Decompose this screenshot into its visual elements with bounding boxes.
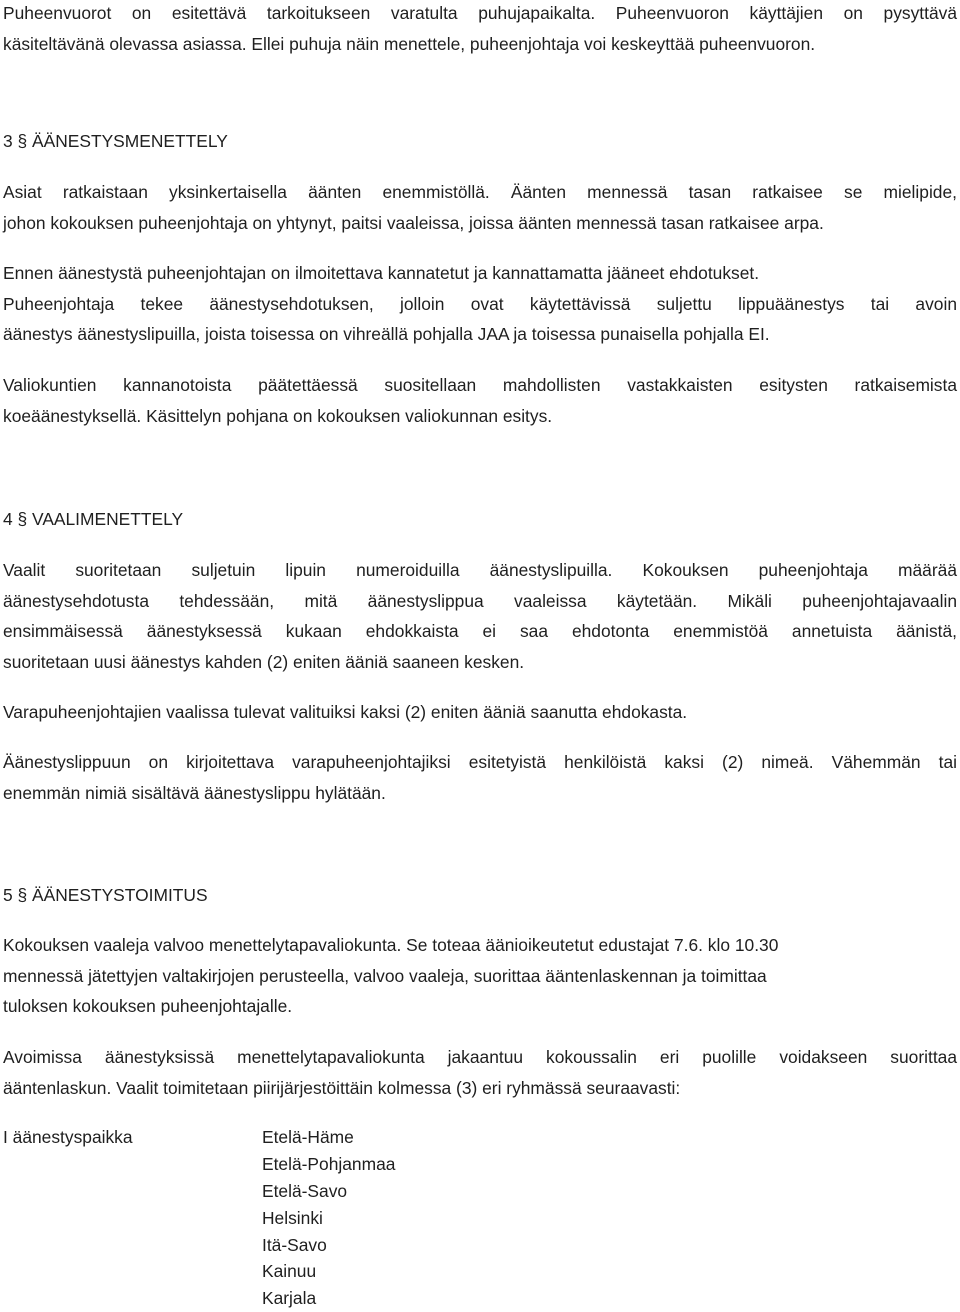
text-line: käsiteltävänä olevassa asiassa. Ellei puhuja näin menettele, puheenjohtaja voi keskeyttää puheenvuoron. xyxy=(3,33,816,54)
text-line: Ennen äänestystä puheenjohtajan on ilmoitettava kannatetut ja kannattamatta jääneet ehdotukset. xyxy=(3,263,760,283)
section-5-paragraph-1 xyxy=(3,930,957,1022)
section-3-paragraph-2 xyxy=(3,258,957,350)
section-4-paragraph-3 xyxy=(3,747,957,808)
text-line: Varapuheenjohtajien vaalissa tulevat valituiksi kaksi (2) eniten ääniä saanutta ehdokasta. xyxy=(3,702,688,722)
voting-place-label: I äänestyspaikka xyxy=(3,1127,133,1147)
text-line: ääntenlaskun. Vaalit toimitetaan piirijärjestöittäin kolmessa (3) eri ryhmässä seuraavasti: xyxy=(3,1077,681,1098)
text-line: äänestys äänestyslipuilla, joista toisessa on vihreällä pohjalla JAA ja toisessa punaisella pohjalla EI. xyxy=(3,324,770,344)
section-3-heading: 3 § ÄÄNESTYSMENETTELY xyxy=(3,131,228,151)
text-line: suoritetaan uusi äänestys kahden (2) eniten ääniä saaneen kesken. xyxy=(3,651,525,672)
text-line: Asiat ratkaistaan yksinkertaisella äänten enemmistöllä. Äänten mennessä tasan ratkaisee se mielipide, xyxy=(3,182,957,202)
document-page xyxy=(3,0,957,1312)
text-line: Avoimissa äänestyksissä menettelytapavaliokunta jakaantuu kokoussalin eri puolille voidakseen suorittaa xyxy=(3,1047,957,1067)
text-line: Äänestyslippuun on kirjoitettava varapuheenjohtajiksi esitetyistä henkilöistä kaksi (2) nimeä. Vähemmän tai xyxy=(3,752,957,772)
text-line: mennessä jätettyjen valtakirjojen perusteella, valvoo vaaleja, suorittaa ääntenlaskennan ja toimittaa xyxy=(3,965,767,986)
intro-paragraph xyxy=(3,0,957,59)
text-line: enemmän nimiä sisältävä äänestyslippu hylätään. xyxy=(3,782,386,803)
section-5-paragraph-2 xyxy=(3,1042,957,1103)
list-item: Helsinki xyxy=(262,1207,323,1228)
text-line: Puheenjohtaja tekee äänestysehdotuksen, jolloin ovat käytettävissä suljettu lippuäänestys tai avoin xyxy=(3,293,957,314)
section-3-paragraph-3 xyxy=(3,370,957,431)
section-4-heading: 4 § VAALIMENETTELY xyxy=(3,509,184,529)
list-item: Karjala xyxy=(262,1288,317,1309)
section-5-heading: 5 § ÄÄNESTYSTOIMITUS xyxy=(3,885,208,905)
text-line: Valiokuntien kannanotoista päätettäessä suositellaan mahdollisten vastakkaisten esitysten ratkaisemista xyxy=(3,375,957,395)
section-4-paragraph-1 xyxy=(3,555,957,677)
text-line: tuloksen kokouksen puheenjohtajalle. xyxy=(3,996,293,1016)
list-item: Itä-Savo xyxy=(262,1234,327,1255)
text-line: Puheenvuorot on esitettävä tarkoitukseen varatulta puhujapaikalta. Puheenvuoron käyttäjien on pysyttävä xyxy=(3,3,957,23)
text-line: koeäänestyksellä. Käsittelyn pohjana on kokouksen valiokunnan esitys. xyxy=(3,405,553,426)
district-list xyxy=(262,1124,395,1312)
text-line: Kokouksen vaaleja valvoo menettelytapavaliokunta. Se toteaa äänioikeutetut edustajat 7.6. klo 10.30 xyxy=(3,935,779,955)
section-3-paragraph-1 xyxy=(3,177,957,238)
text-line: Vaalit suoritetaan suljetuin lipuin numeroiduilla äänestyslipuilla. Kokouksen puheenjohtaja määrää xyxy=(3,560,957,580)
section-4-paragraph-2 xyxy=(3,697,957,728)
text-line: äänestysehdotusta tehdessään, mitä äänestyslippua vaaleissa käytetään. Mikäli puheenjohtajavaalin xyxy=(3,590,957,611)
list-item: Etelä-Savo xyxy=(262,1180,348,1201)
list-item: Etelä-Häme xyxy=(262,1127,354,1147)
text-line: ensimmäisessä äänestyksessä kukaan ehdokkaista ei saa ehdotonta enemmistöä annetuista äänistä, xyxy=(3,621,957,641)
list-item: Etelä-Pohjanmaa xyxy=(262,1153,396,1174)
text-line: johon kokouksen puheenjohtaja on yhtynyt, paitsi vaaleissa, joissa äänten mennessä tasan ratkaisee arpa. xyxy=(3,212,824,233)
list-item: Kainuu xyxy=(262,1261,317,1282)
